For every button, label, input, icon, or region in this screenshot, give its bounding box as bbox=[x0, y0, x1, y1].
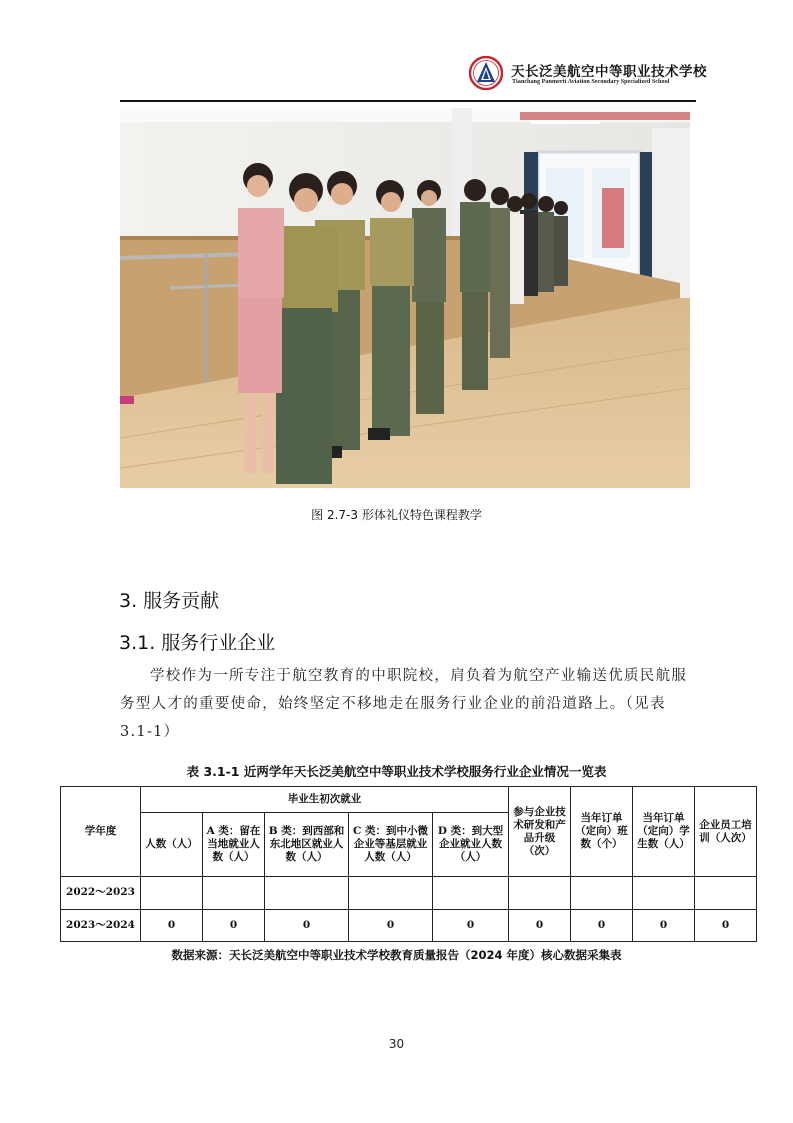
header-category-b: B 类：到西部和东北地区就业人数（人） bbox=[265, 813, 349, 877]
section-heading: 3. 服务贡献 bbox=[119, 590, 220, 612]
header-school-name: 天长泛美航空中等职业技术学校 bbox=[511, 64, 707, 80]
table-cell: 0 bbox=[571, 909, 633, 942]
header-year: 学年度 bbox=[61, 787, 141, 877]
header-order-classes: 当年订单（定向）班数（个） bbox=[571, 787, 633, 877]
table-cell: 0 bbox=[695, 909, 757, 942]
paragraph-line: 务型人才的重要使命，始终坚定不移地走在服务行业企业的前沿道路上。（见表 bbox=[120, 696, 666, 712]
body-paragraph bbox=[120, 662, 696, 746]
year-cell: 2022～2023 bbox=[61, 877, 141, 910]
service-enterprise-table bbox=[60, 786, 757, 942]
page-number: 30 bbox=[388, 1037, 405, 1051]
header-graduate-employment: 毕业生初次就业 bbox=[141, 787, 509, 813]
table-cell bbox=[509, 877, 571, 910]
table-cell bbox=[349, 877, 433, 910]
table-cell: 0 bbox=[349, 909, 433, 942]
table-title: 表 3.1-1 近两学年天长泛美航空中等职业技术学校服务行业企业情况一览表 bbox=[186, 764, 607, 779]
header-divider bbox=[120, 100, 696, 102]
paragraph-line: 学校作为一所专注于航空教育的中职院校，肩负着为航空产业输送优质民航服 bbox=[150, 668, 688, 684]
table-cell: 0 bbox=[141, 909, 203, 942]
header-category-a: A 类：留在当地就业人数（人） bbox=[203, 813, 265, 877]
table-cell: 0 bbox=[509, 909, 571, 942]
table-cell bbox=[265, 877, 349, 910]
header-category-d: D 类：到大型企业就业人数（人） bbox=[433, 813, 509, 877]
table-row bbox=[61, 909, 757, 942]
table-cell bbox=[433, 877, 509, 910]
table-cell: 0 bbox=[203, 909, 265, 942]
table-cell: 0 bbox=[433, 909, 509, 942]
header-school-name-english: Tianchang Panmerit Aviation Secondary Specialized School bbox=[512, 78, 670, 85]
year-cell: 2023～2024 bbox=[61, 909, 141, 942]
table-source-note: 数据来源：天长泛美航空中等职业技术学校教育质量报告（2024 年度）核心数据采集表 bbox=[171, 948, 622, 962]
table-cell bbox=[695, 877, 757, 910]
figure-caption: 图 2.7-3 形体礼仪特色课程教学 bbox=[311, 508, 482, 522]
subsection-heading: 3.1. 服务行业企业 bbox=[119, 632, 276, 654]
header-employed-count: 人数（人） bbox=[141, 813, 203, 877]
table-cell: 0 bbox=[265, 909, 349, 942]
header-staff-training: 企业员工培训（人次） bbox=[695, 787, 757, 877]
table-cell: 0 bbox=[633, 909, 695, 942]
school-logo bbox=[469, 56, 503, 90]
header-category-c: C 类：到中小微企业等基层就业人数（人） bbox=[349, 813, 433, 877]
classroom-photo bbox=[120, 108, 690, 488]
header-tech-rd: 参与企业技术研发和产品升级（次） bbox=[509, 787, 571, 877]
table-row bbox=[61, 877, 757, 910]
header-order-students: 当年订单（定向）学生数（人） bbox=[633, 787, 695, 877]
paragraph-line: 3.1-1） bbox=[120, 724, 180, 740]
table-cell bbox=[141, 877, 203, 910]
table-cell bbox=[633, 877, 695, 910]
table-cell bbox=[571, 877, 633, 910]
table-cell bbox=[203, 877, 265, 910]
